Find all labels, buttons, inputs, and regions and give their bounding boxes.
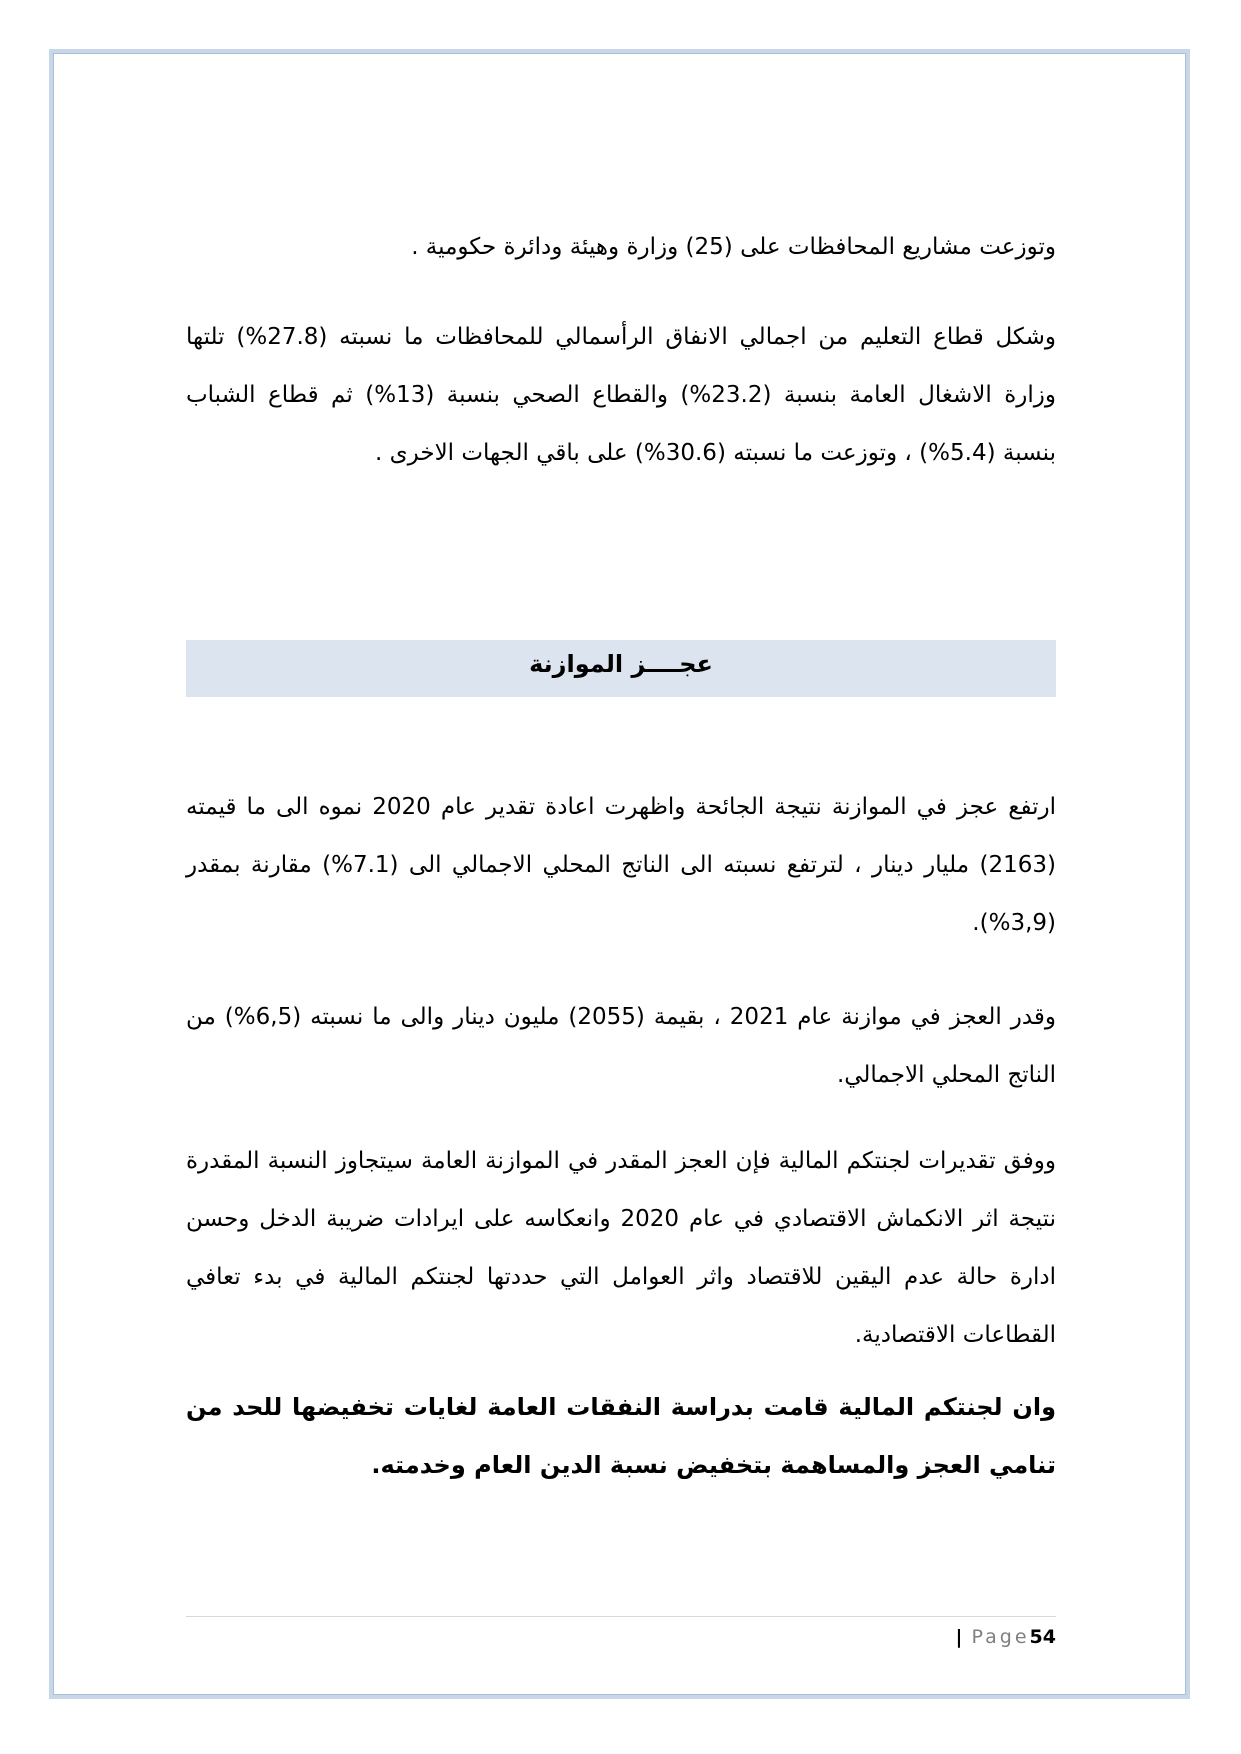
paragraph-deficit-2021: وقدر العجز في موازنة عام 2021 ، بقيمة (2055) مليون دينار والى ما نسبته (6,5%) من الناتج المحلي الاجمالي. bbox=[186, 1004, 1057, 1088]
page-footer bbox=[900, 1626, 1056, 1648]
paragraph-committee-conclusion: وان لجنتكم المالية قامت بدراسة النفقات العامة لغايات تخفيضها للحد من تنامي العجز والمساهمة بتخفيض نسبة الدين العام وخدمته. bbox=[186, 1393, 1056, 1479]
page-number: 54 bbox=[1029, 1626, 1056, 1648]
footer-divider bbox=[186, 1616, 1056, 1617]
section-heading-bar bbox=[186, 640, 1056, 697]
paragraph-deficit-2020: ارتفع عجز في الموازنة نتيجة الجائحة واظهرت اعادة تقدير عام 2020 نموه الى ما قيمته (2163) مليار دينار ، لترتفع نسبته الى الناتج المحلي الاجمالي الى (7.1%) مقارنة بمقدر (3,9%). bbox=[186, 794, 1056, 936]
paragraph-committee-estimates: ووفق تقديرات لجنتكم المالية فإن العجز المقدر في الموازنة العامة سيتجاوز النسبة المقدرة نتيجة اثر الانكماش الاقتصادي في عام 2020 وانعكاسه على ايرادات ضريبة الدخل وحسن ادارة حالة عدم اليقين للاقتصاد واثر العوامل التي حددتها لجنتكم المالية في بدء تعافي القطاعات الاقتصادية. bbox=[186, 1148, 1056, 1348]
paragraph-capital-spending-sectors: وشكل قطاع التعليم من اجمالي الانفاق الرأسمالي للمحافظات ما نسبته (27.8%) تلتها وزارة الاشغال العامة بنسبة (23.2%) والقطاع الصحي بنسبة (13%) ثم قطاع الشباب بنسبة (5.4%) ، وتوزعت ما نسبته (30.6%) على باقي الجهات الاخرى . bbox=[186, 324, 1056, 466]
footer-page-label: Page bbox=[971, 1626, 1030, 1648]
paragraph-provinces-projects: وتوزعت مشاريع المحافظات على (25) وزارة وهيئة ودائرة حكومية . bbox=[411, 234, 1056, 260]
section-heading: عجــــز الموازنة bbox=[529, 649, 713, 678]
footer-separator: | bbox=[955, 1626, 963, 1648]
